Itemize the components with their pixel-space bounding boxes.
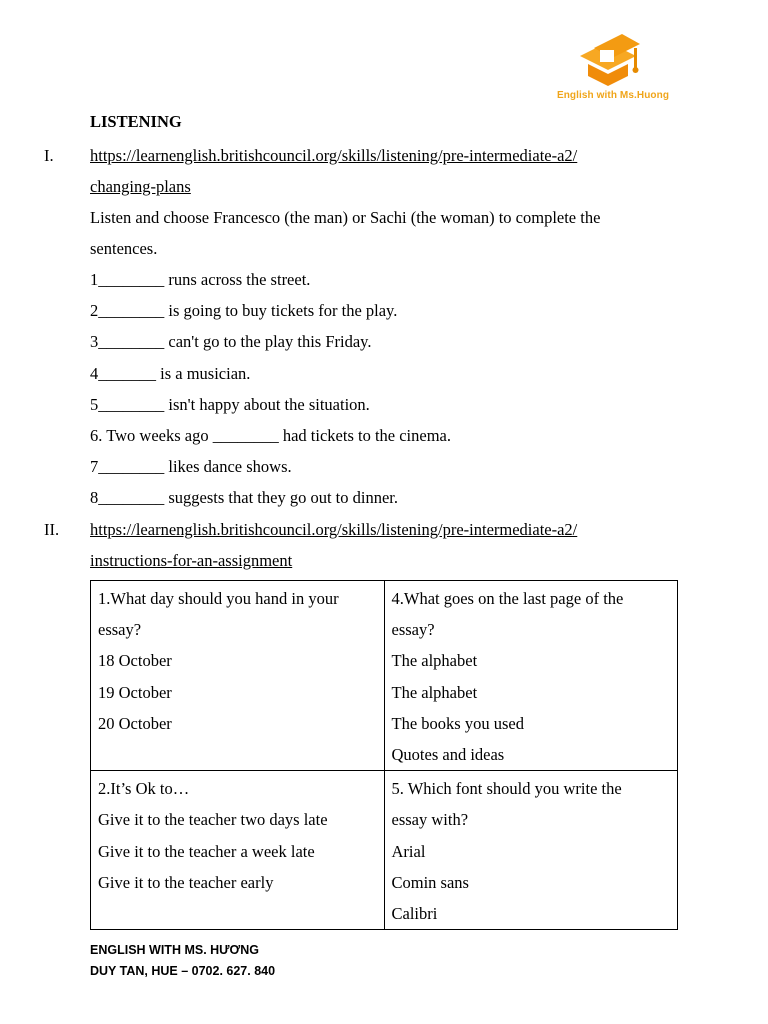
section-1-link-line-2[interactable]: changing-plans [90, 177, 191, 196]
question-cell-1 [91, 581, 385, 771]
brand-logo [548, 28, 678, 108]
cell-line: essay? [391, 620, 435, 640]
question-table [90, 580, 678, 930]
cell-line: Quotes and ideas [391, 745, 505, 765]
question-cell-5 [384, 771, 678, 930]
cell-line: Comin sans [391, 872, 469, 892]
question-cell-2 [91, 771, 385, 930]
section-2-link-line-2[interactable]: instructions-for-an-assignment [90, 551, 293, 570]
sentence-item: 8________ suggests that they go out to dinner. [90, 488, 398, 507]
section-1-instruction-line-2: sentences. [90, 239, 158, 258]
section-1-numeral: I. [44, 146, 54, 165]
sentence-item: 7________ likes dance shows. [90, 457, 292, 476]
footer-line-1: ENGLISH WITH MS. HƯƠNG [90, 943, 259, 957]
cell-line: essay? [98, 620, 142, 640]
cell-line: Give it to the teacher a week late [98, 841, 315, 861]
cell-line: 20 October [98, 713, 172, 733]
cell-line: 5. Which font should you write the [391, 779, 622, 799]
cell-line: essay with? [391, 810, 469, 830]
section-2-link-line-1[interactable]: https://learnenglish.britishcouncil.org/skills/listening/pre-intermediate-a2/ [90, 520, 578, 539]
sentence-item: 5________ isn't happy about the situation. [90, 395, 370, 414]
cell-line: 1.What day should you hand in your [98, 589, 339, 608]
cell-line: 4.What goes on the last page of the [391, 589, 624, 608]
cell-line: 19 October [98, 682, 172, 702]
sentence-item: 6. Two weeks ago ________ had tickets to the cinema. [90, 426, 452, 445]
section-1-link-line-1[interactable]: https://learnenglish.britishcouncil.org/skills/listening/pre-intermediate-a2/ [90, 146, 578, 165]
section-2-numeral: II. [44, 520, 60, 539]
logo-text: English with Ms.Huong [556, 90, 670, 101]
footer-line-2: DUY TAN, HUE – 0702. 627. 840 [90, 964, 276, 978]
cell-line: The alphabet [391, 682, 478, 702]
sentence-item: 2________ is going to buy tickets for the play. [90, 301, 398, 320]
section-1-instruction-line-1: Listen and choose Francesco (the man) or Sachi (the woman) to complete the [90, 208, 601, 227]
cell-line: Give it to the teacher early [98, 872, 274, 892]
page-title: LISTENING [90, 112, 182, 131]
sentence-item: 3________ can't go to the play this Friday. [90, 332, 372, 351]
cell-line: 18 October [98, 651, 172, 671]
cell-line: Calibri [391, 904, 438, 924]
sentence-item: 1________ runs across the street. [90, 270, 311, 289]
page-footer [90, 940, 275, 982]
graduation-cap-logo-icon [570, 28, 648, 90]
sentence-item: 4_______ is a musician. [90, 364, 251, 383]
cell-line: The alphabet [391, 651, 478, 671]
question-cell-4 [384, 581, 678, 771]
cell-line: 2.It’s Ok to… [98, 779, 190, 799]
cell-line: Arial [391, 841, 426, 861]
cell-line: Give it to the teacher two days late [98, 810, 328, 830]
cell-line: The books you used [391, 713, 524, 733]
